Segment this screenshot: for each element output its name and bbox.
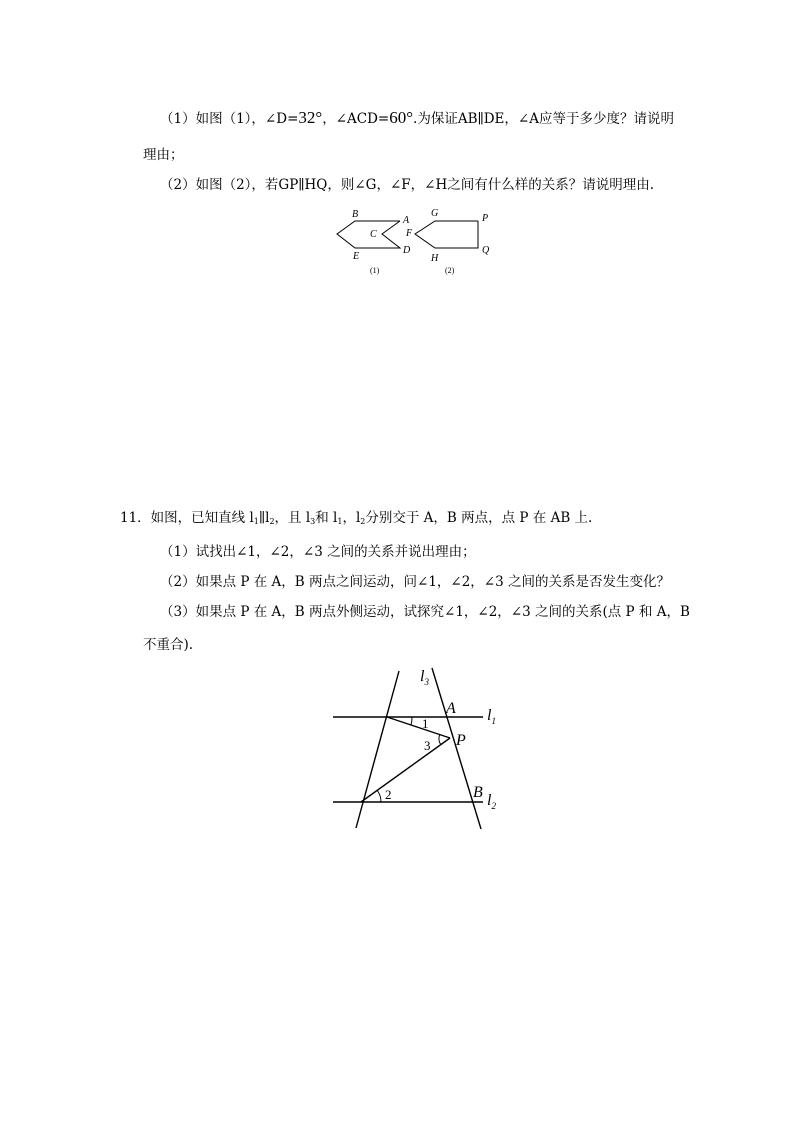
fig1-label-a: A bbox=[403, 215, 410, 226]
q11-intro bbox=[120, 510, 592, 530]
fig1-label-e: E bbox=[353, 251, 360, 262]
angle-arc-3 bbox=[439, 734, 441, 745]
q11-intro-d: 和 l bbox=[315, 510, 338, 526]
q11-intro-a: 11．如图，已知直线 l bbox=[120, 510, 254, 526]
q11-intro-e: ，l bbox=[342, 510, 361, 526]
q11-sub-5: 2 bbox=[360, 517, 366, 526]
segment-cp bbox=[387, 717, 450, 738]
q11-part2: （2）如果点 P 在 A，B 两点之间运动，问∠1，∠2，∠3 之间的关系是否发生变化？ bbox=[160, 574, 670, 590]
label-angle-2: 2 bbox=[385, 787, 392, 802]
q11-sub-3: 3 bbox=[310, 517, 316, 526]
q11-intro-f: 分别交于 A，B 两点，点 P 在 AB 上. bbox=[365, 510, 593, 526]
q10-part2: （2）如图（2），若GP∥HQ，则∠G，∠F，∠H之间有什么样的关系？请说明理由. bbox=[160, 177, 655, 193]
label-angle-1: 1 bbox=[422, 716, 429, 731]
figure-2 bbox=[415, 221, 478, 248]
q11-sub-1: 1 bbox=[253, 517, 259, 526]
label-p: P bbox=[456, 732, 466, 749]
q11-intro-c: ，且 l bbox=[274, 510, 311, 526]
figure-2-outline bbox=[415, 221, 478, 248]
figure-1-outline bbox=[337, 221, 400, 248]
figure-3 bbox=[325, 660, 510, 835]
label-l1: $l_1$ bbox=[487, 707, 496, 726]
q11-intro-b: ∥l bbox=[258, 510, 270, 526]
q11-part3: （3）如果点 P 在 A，B 两点外侧运动，试探究∠1，∠2，∠3 之间的关系(点 P 和 A，B bbox=[160, 604, 690, 620]
q11-sub-2: 2 bbox=[269, 517, 275, 526]
fig1-label-c: C bbox=[370, 229, 377, 240]
fig2-label-g: G bbox=[431, 208, 439, 219]
q11-sub-4: 1 bbox=[337, 517, 343, 526]
angle-arc-1 bbox=[411, 717, 412, 725]
fig2-label-f: F bbox=[406, 228, 413, 239]
fig2-label-p: P bbox=[482, 213, 489, 224]
figure-1-2 bbox=[330, 205, 500, 280]
fig1-caption: (1) bbox=[370, 266, 380, 275]
label-l2: $l_2$ bbox=[487, 792, 496, 811]
q11-part1: （1）试找出∠1，∠2，∠3 之间的关系并说出理由； bbox=[160, 544, 476, 560]
fig2-label-q: Q bbox=[482, 245, 490, 256]
q10-part1-text-c: .为保证AB∥DE，∠A应等于多少度？请说明 bbox=[413, 111, 674, 127]
angle-acd-value: 60° bbox=[389, 108, 414, 127]
fig2-caption: (2) bbox=[445, 266, 455, 275]
fig1-label-b: B bbox=[352, 209, 359, 220]
q10-part1 bbox=[160, 110, 674, 127]
q10-part1-continued: 理由； bbox=[143, 147, 184, 163]
angle-arc-2 bbox=[377, 790, 381, 802]
q10-part1-text-a: （1）如图（1），∠D= bbox=[160, 111, 299, 127]
q10-part1-text-b: ，∠ACD= bbox=[322, 111, 390, 127]
segment-pd bbox=[361, 738, 450, 802]
line-l3-left bbox=[356, 671, 399, 828]
label-angle-3: 3 bbox=[424, 738, 431, 753]
fig1-label-d: D bbox=[403, 245, 411, 256]
label-b: B bbox=[473, 784, 483, 801]
figure-1 bbox=[337, 221, 400, 248]
label-a: A bbox=[446, 700, 456, 717]
label-l3: $l_3$ bbox=[420, 668, 429, 687]
q11-part3-continued: 不重合). bbox=[143, 637, 194, 653]
angle-d-value: 32° bbox=[298, 108, 323, 127]
fig2-label-h: H bbox=[431, 253, 439, 264]
